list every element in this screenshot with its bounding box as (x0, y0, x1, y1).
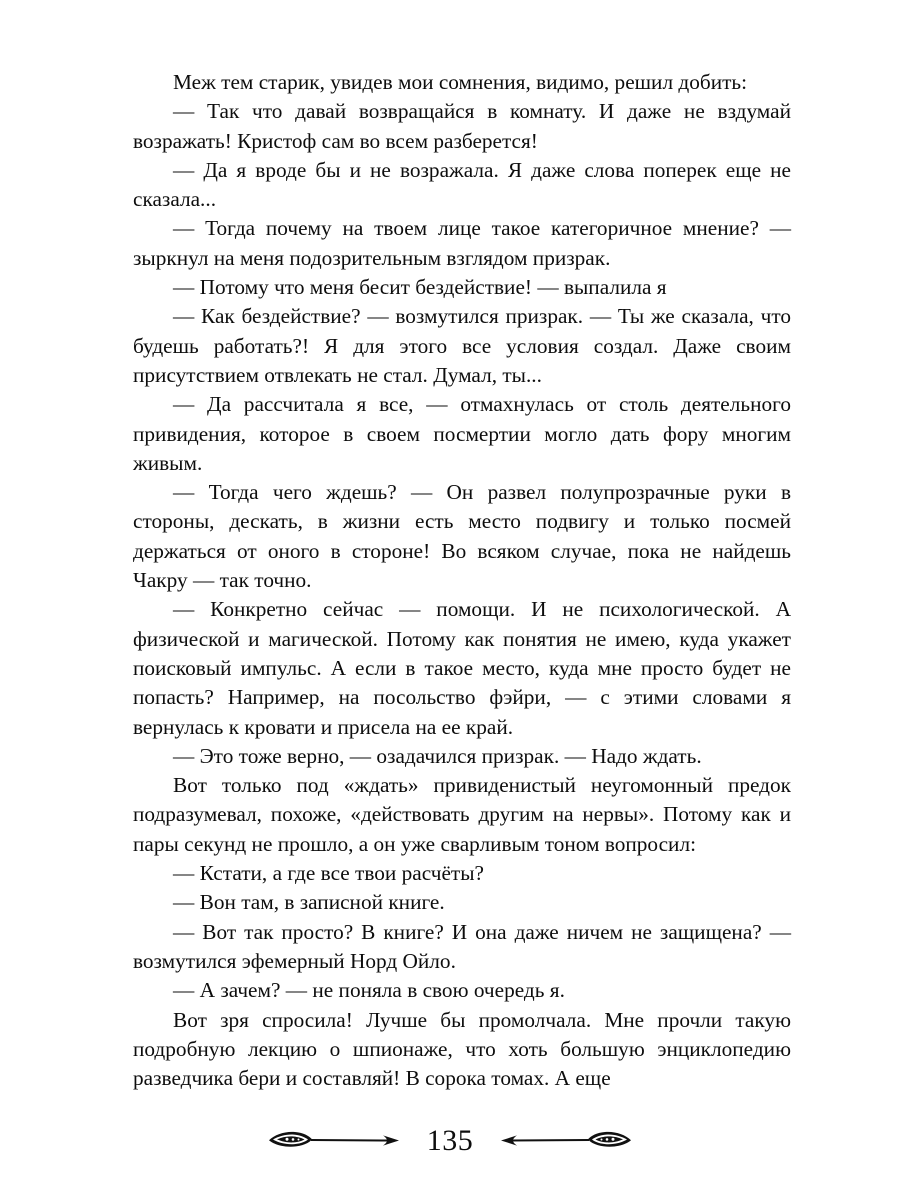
body-paragraph: — Тогда чего ждешь? — Он развел полупрозрачные руки в стороны, дескать, в жизни есть место подвигу и только посмей держаться от оного в стороне! Во всяком случае, пока не найдешь Чакру — так точно. (133, 480, 791, 593)
body-paragraph: — Кстати, а где все твои расчёты? (173, 861, 484, 886)
body-paragraph: Меж тем старик, увидев мои сомнения, видимо, решил добить: (173, 70, 748, 94)
body-paragraph: — Тогда почему на твоем лице такое категоричное мнение? — зыркнул на меня подозрительным взглядом призрак. (133, 216, 791, 270)
body-paragraph: Вот зря спросила! Лучше бы промолчала. Мне прочли такую подробную лекцию о шпионаже, что хоть большую энциклопедию разведчика бери и составляй! В сорока томах. А еще (133, 1007, 791, 1091)
body-paragraph: — Да я вроде бы и не возражала. Я даже слова поперек еще не сказала... (133, 157, 791, 212)
page-text-block (133, 68, 791, 1093)
page-number: 135 (426, 1124, 474, 1157)
body-paragraph: — Да рассчитала я все, — отмахнулась от столь деятельного привидения, которое в своем посмертии могло дать фору многим живым. (133, 392, 791, 475)
body-paragraph: Вот только под «ждать» привиденистый неугомонный предок подразумевал, похоже, «действовать другим на нервы». Потому как и пары секунд не прошло, а он уже сварливым тоном вопросил: (133, 773, 791, 856)
body-paragraph: — Так что давай возвращайся в комнату. И даже не вздумай возражать! Кристоф сам во всем разберется! (133, 99, 791, 153)
body-paragraph: — Потому что меня бесит бездействие! — выпалила я (173, 275, 667, 300)
leaf-arrow-right-icon (265, 1127, 413, 1157)
leaf-arrow-left-icon (487, 1127, 635, 1157)
body-paragraph: — Вон там, в записной книге. (173, 890, 445, 915)
body-paragraph: — А зачем? — не поняла в свою очередь я. (173, 978, 565, 1003)
body-paragraph: — Это тоже верно, — озадачился призрак. — Надо ждать. (173, 743, 702, 768)
body-paragraph: — Конкретно сейчас — помощи. И не психологической. А физической и магической. Потому как понятия не имею, куда укажет поисковый импульс. А если в такое место, куда мне просто будет не попасть? Например, на посольство фэйри, — с этими словами я вернулась к кровати и присела на ее край. (133, 597, 791, 739)
body-paragraph: — Как бездействие? — возмутился призрак. — Ты же сказала, что будешь работать?! Я для этого все условия создал. Даже своим присутствием отвлекать не стал. Думал, ты... (133, 304, 791, 387)
footer-ornament-group (265, 1124, 636, 1157)
page-footer (0, 1112, 900, 1172)
body-paragraph: — Вот так просто? В книге? И она даже ничем не защищена? — возмутился эфемерный Норд Ойло. (133, 919, 791, 973)
